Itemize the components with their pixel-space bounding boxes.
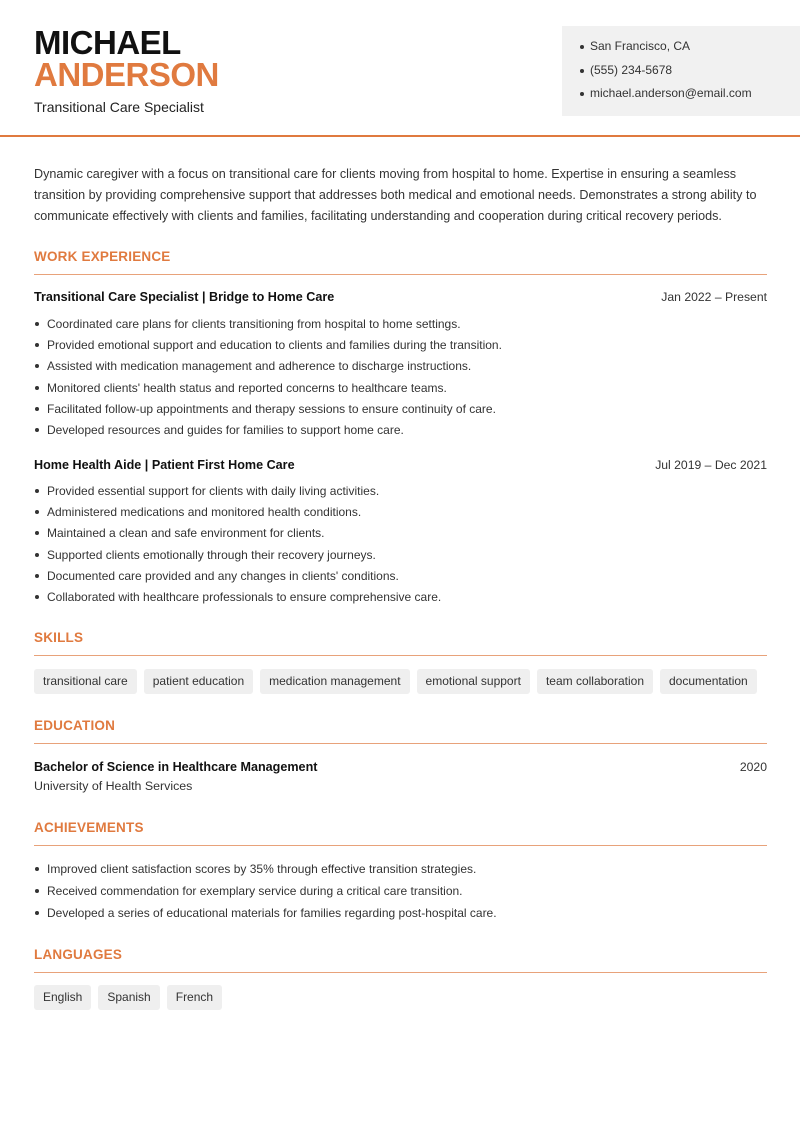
education-header — [34, 759, 767, 775]
contact-phone: (555) 234-5678 — [580, 62, 800, 86]
list-item: Facilitated follow-up appointments and therapy sessions to ensure continuity of care. — [34, 401, 767, 422]
skill-chip: emotional support — [417, 669, 530, 694]
job-bullets — [34, 483, 767, 610]
job-bullets — [34, 316, 767, 443]
skill-chip: transitional care — [34, 669, 137, 694]
contact-email: michael.anderson@email.com — [580, 85, 800, 109]
resume-header — [0, 0, 800, 137]
contact-location: San Francisco, CA — [580, 38, 800, 62]
list-item: Administered medications and monitored health conditions. — [34, 504, 767, 525]
language-chip: Spanish — [98, 985, 159, 1010]
summary-paragraph: Dynamic caregiver with a focus on transitional care for clients moving from hospital to home. Expertise in ensuring a seamless transition by providing comprehensive support that addresses both medical and emotional needs. Demonstrates a strong ability to communicate effectively with clients and families, facilitating understanding and cooperation during critical recovery periods. — [34, 167, 757, 223]
list-item: Provided emotional support and education to clients and families during the transition. — [34, 337, 767, 358]
skill-chip: team collaboration — [537, 669, 653, 694]
list-item: Coordinated care plans for clients transitioning from hospital to home settings. — [34, 316, 767, 337]
section-heading-achievements: ACHIEVEMENTS — [34, 820, 767, 846]
list-item: Improved client satisfaction scores by 35% through effective transition strategies. — [34, 861, 767, 883]
job-header — [34, 289, 767, 305]
contact-box — [562, 26, 800, 116]
graduation-year: 2020 — [739, 760, 767, 774]
list-item: Provided essential support for clients with daily living activities. — [34, 483, 767, 504]
job-header — [34, 457, 767, 473]
list-item: Assisted with medication management and adherence to discharge instructions. — [34, 358, 767, 379]
list-item: Developed a series of educational materials for families regarding post-hospital care. — [34, 905, 767, 927]
section-heading-skills: SKILLS — [34, 630, 767, 656]
job-title: Transitional Care Specialist | Bridge to Home Care — [34, 290, 335, 304]
list-item: Received commendation for exemplary service during a critical care transition. — [34, 883, 767, 905]
list-item: Supported clients emotionally through their recovery journeys. — [34, 547, 767, 568]
achievements-list — [34, 861, 767, 927]
list-item: Developed resources and guides for families to support home care. — [34, 422, 767, 443]
first-name: MICHAEL — [34, 24, 181, 61]
skills-list — [34, 669, 757, 694]
skill-chip: patient education — [144, 669, 253, 694]
section-heading-languages: LANGUAGES — [34, 947, 767, 973]
job-dates: Jul 2019 – Dec 2021 — [655, 458, 767, 472]
section-heading-education: EDUCATION — [34, 718, 767, 744]
list-item: Maintained a clean and safe environment for clients. — [34, 525, 767, 546]
language-chip: French — [167, 985, 222, 1010]
degree: Bachelor of Science in Healthcare Management — [34, 760, 318, 774]
job-title-headline: Transitional Care Specialist — [34, 99, 204, 115]
list-item: Monitored clients' health status and reported concerns to healthcare teams. — [34, 380, 767, 401]
skill-chip: medication management — [260, 669, 409, 694]
section-heading-work: WORK EXPERIENCE — [34, 249, 767, 275]
job-title: Home Health Aide | Patient First Home Care — [34, 458, 295, 472]
language-chip: English — [34, 985, 91, 1010]
languages-list — [34, 985, 222, 1010]
job-dates: Jan 2022 – Present — [661, 290, 767, 304]
list-item: Documented care provided and any changes in clients' conditions. — [34, 568, 767, 589]
skill-chip: documentation — [660, 669, 757, 694]
school: University of Health Services — [34, 779, 193, 793]
list-item: Collaborated with healthcare professionals to ensure comprehensive care. — [34, 589, 767, 610]
last-name: ANDERSON — [34, 56, 219, 93]
